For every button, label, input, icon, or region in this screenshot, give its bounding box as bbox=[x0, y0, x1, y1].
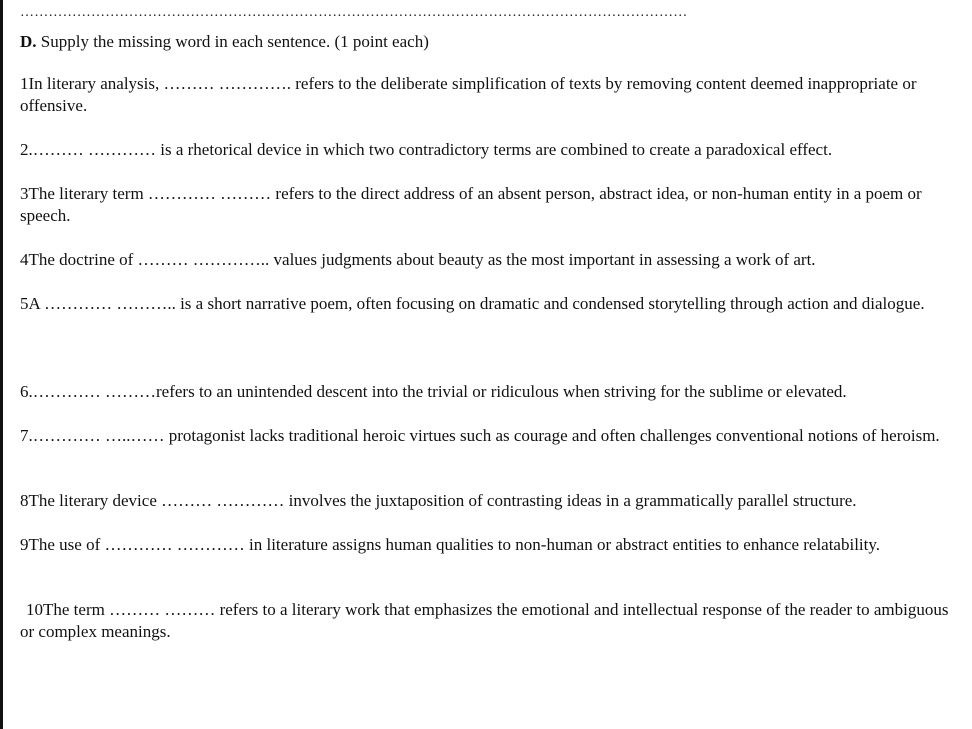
question-10: 10The term ……… ……… refers to a literary work that emphasizes the emotional and intellectual response of the reader to ambiguous or complex meanings. bbox=[20, 600, 949, 641]
question-8: 8The literary device ……… ………… involves the juxtaposition of contrasting ideas in a grammatically parallel structure. bbox=[20, 491, 857, 510]
question-1: 1In literary analysis, ……… …………. refers to the deliberate simplification of texts by removing content deemed inappropriate or offensive. bbox=[20, 74, 917, 115]
page-left-border bbox=[0, 0, 3, 729]
question-2: 2.……… ………… is a rhetorical device in which two contradictory terms are combined to create a paradoxical effect. bbox=[20, 140, 833, 159]
section-letter: D. bbox=[20, 32, 37, 51]
section-heading bbox=[20, 31, 429, 53]
question-7: 7.………… …..…… protagonist lacks traditional heroic virtues such as courage and often challenges conventional notions of heroism. bbox=[20, 426, 940, 445]
question-9: 9The use of ………… ………… in literature assigns human qualities to non-human or abstract entities to enhance relatability. bbox=[20, 535, 881, 554]
question-4: 4The doctrine of ……… ………….. values judgments about beauty as the most important in assessing a work of art. bbox=[20, 250, 816, 269]
question-3: 3The literary term ………… ……… refers to the direct address of an absent person, abstract idea, or non-human entity in a poem or speech. bbox=[20, 184, 922, 225]
question-5: 5A ………… ……….. is a short narrative poem, often focusing on dramatic and condensed storytelling through action and dialogue. bbox=[20, 294, 925, 313]
question-6: 6.………… ………refers to an unintended descent into the trivial or ridiculous when striving for the sublime or elevated. bbox=[20, 382, 847, 401]
dotted-separator: …………………………………………………………………………………………………………………………… bbox=[20, 6, 688, 20]
section-instruction: Supply the missing word in each sentence. (1 point each) bbox=[40, 32, 429, 51]
